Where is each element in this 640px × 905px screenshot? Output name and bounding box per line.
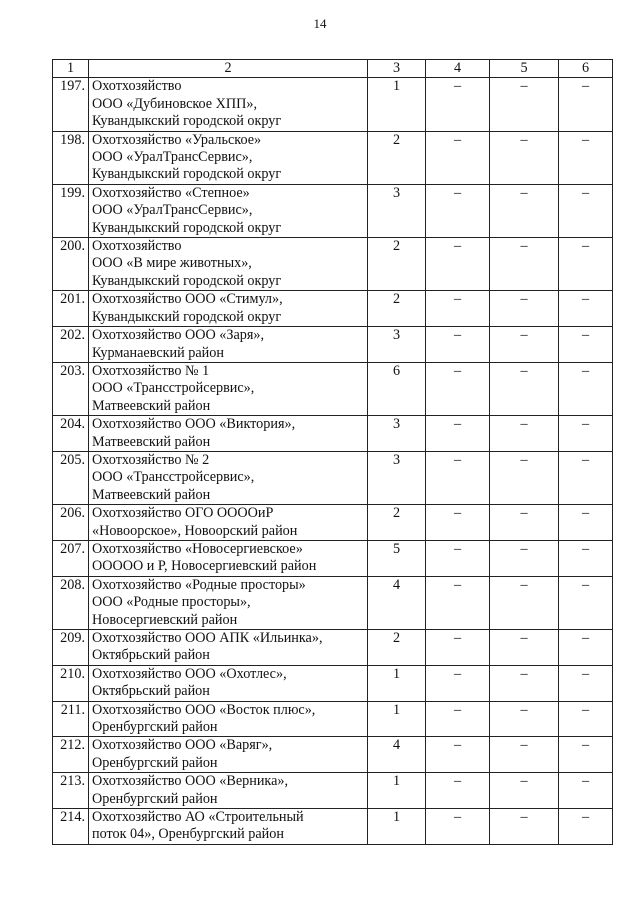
name-line: поток 04», Оренбургский район (92, 826, 284, 843)
empty-value-dash: – (559, 451, 613, 504)
name-line: Кувандыкский городской округ (92, 166, 282, 183)
quota-value: 3 (368, 451, 426, 504)
empty-value-dash: – (559, 701, 613, 737)
hunting-ground-name (89, 630, 368, 666)
name-line: Охотхозяйство ООО «Восток плюс», (92, 701, 316, 718)
quota-value: 2 (368, 505, 426, 541)
name-line: Охотхозяйство ООО «Заря», (92, 327, 265, 344)
name-line: Матвеевский район (92, 486, 211, 503)
hunting-ground-name (89, 238, 368, 291)
page-number: 14 (313, 16, 327, 31)
empty-value-dash: – (490, 184, 559, 237)
quota-value: 2 (368, 630, 426, 666)
name-line: Охотхозяйство ООО «Верника», (92, 773, 289, 790)
name-line: ООО «УралТрансСервис», (92, 149, 253, 166)
name-line: Новосергиевский район (92, 611, 238, 628)
table-row (53, 451, 613, 504)
empty-value-dash: – (426, 576, 490, 629)
empty-value-dash: – (559, 773, 613, 809)
name-line: Кувандыкский городской округ (92, 272, 282, 289)
table-row (53, 576, 613, 629)
empty-value-dash: – (490, 505, 559, 541)
quota-value: 3 (368, 327, 426, 363)
empty-value-dash: – (490, 665, 559, 701)
empty-value-dash: – (559, 131, 613, 184)
column-header: 3 (368, 60, 426, 78)
name-line: Октябрьский район (92, 647, 210, 664)
empty-value-dash: – (490, 701, 559, 737)
table-row (53, 737, 613, 773)
name-line: Оренбургский район (92, 719, 218, 736)
name-line: ООО «Трансстройсервис», (92, 380, 255, 397)
hunting-ground-name (89, 576, 368, 629)
row-number: 206. (53, 505, 89, 541)
empty-value-dash: – (490, 737, 559, 773)
empty-value-dash: – (426, 773, 490, 809)
name-line: ООО «Родные просторы», (92, 594, 251, 611)
table-row (53, 184, 613, 237)
quota-value: 3 (368, 416, 426, 452)
row-number: 211. (53, 701, 89, 737)
column-header: 4 (426, 60, 490, 78)
name-line: Охотхозяйство АО «Строительный (92, 809, 304, 826)
name-line: ООООО и Р, Новосергиевский район (92, 558, 317, 575)
name-line: Охотхозяйство «Степное» (92, 184, 250, 201)
name-line: Октябрьский район (92, 683, 210, 700)
header-row (53, 60, 613, 78)
name-line: Оренбургский район (92, 754, 218, 771)
table-body (53, 78, 613, 844)
name-line: Кувандыкский городской округ (92, 308, 282, 325)
quota-value: 3 (368, 184, 426, 237)
name-line: Оренбургский район (92, 790, 218, 807)
row-number: 207. (53, 540, 89, 576)
empty-value-dash: – (426, 665, 490, 701)
empty-value-dash: – (559, 362, 613, 415)
empty-value-dash: – (490, 291, 559, 327)
row-number: 200. (53, 238, 89, 291)
hunting-ground-name (89, 505, 368, 541)
column-header: 2 (89, 60, 368, 78)
name-line: Курманаевский район (92, 344, 224, 361)
table-row (53, 362, 613, 415)
name-line: Охотхозяйство «Новосергиевское» (92, 540, 303, 557)
empty-value-dash: – (426, 630, 490, 666)
row-number: 214. (53, 809, 89, 845)
name-line: Охотхозяйство ООО «Виктория», (92, 416, 296, 433)
empty-value-dash: – (559, 630, 613, 666)
empty-value-dash: – (426, 238, 490, 291)
quota-value: 2 (368, 291, 426, 327)
name-line: Кувандыкский городской округ (92, 219, 282, 236)
empty-value-dash: – (426, 291, 490, 327)
empty-value-dash: – (426, 701, 490, 737)
empty-value-dash: – (559, 809, 613, 845)
hunting-grounds-table (52, 59, 613, 845)
row-number: 197. (53, 78, 89, 131)
table-row (53, 291, 613, 327)
name-line: ООО «УралТрансСервис», (92, 202, 253, 219)
empty-value-dash: – (559, 291, 613, 327)
empty-value-dash: – (426, 362, 490, 415)
table-row (53, 416, 613, 452)
quota-value: 1 (368, 701, 426, 737)
empty-value-dash: – (559, 416, 613, 452)
table-row (53, 131, 613, 184)
empty-value-dash: – (490, 809, 559, 845)
empty-value-dash: – (426, 131, 490, 184)
empty-value-dash: – (559, 327, 613, 363)
row-number: 198. (53, 131, 89, 184)
name-line: Охотхозяйство (92, 78, 182, 95)
empty-value-dash: – (559, 737, 613, 773)
hunting-ground-name (89, 737, 368, 773)
row-number: 199. (53, 184, 89, 237)
row-number: 209. (53, 630, 89, 666)
empty-value-dash: – (490, 416, 559, 452)
empty-value-dash: – (559, 665, 613, 701)
quota-value: 2 (368, 131, 426, 184)
hunting-ground-name (89, 184, 368, 237)
row-number: 201. (53, 291, 89, 327)
table-row (53, 630, 613, 666)
row-number: 202. (53, 327, 89, 363)
empty-value-dash: – (426, 327, 490, 363)
hunting-ground-name (89, 701, 368, 737)
name-line: Охотхозяйство ООО «Охотлес», (92, 665, 287, 682)
empty-value-dash: – (426, 505, 490, 541)
hunting-ground-name (89, 773, 368, 809)
hunting-ground-name (89, 327, 368, 363)
empty-value-dash: – (426, 540, 490, 576)
row-number: 205. (53, 451, 89, 504)
table-row (53, 238, 613, 291)
name-line: ООО «В мире животных», (92, 255, 252, 272)
column-header: 1 (53, 60, 89, 78)
quota-value: 4 (368, 737, 426, 773)
table-row (53, 773, 613, 809)
row-number: 210. (53, 665, 89, 701)
empty-value-dash: – (426, 737, 490, 773)
name-line: Охотхозяйство «Родные просторы» (92, 576, 306, 593)
name-line: Кувандыкский городской округ (92, 113, 282, 130)
empty-value-dash: – (559, 238, 613, 291)
table-row (53, 78, 613, 131)
empty-value-dash: – (490, 540, 559, 576)
hunting-ground-name (89, 809, 368, 845)
empty-value-dash: – (490, 773, 559, 809)
empty-value-dash: – (426, 416, 490, 452)
empty-value-dash: – (490, 630, 559, 666)
empty-value-dash: – (426, 78, 490, 131)
name-line: Охотхозяйство № 2 (92, 451, 210, 468)
name-line: Матвеевский район (92, 433, 211, 450)
empty-value-dash: – (559, 505, 613, 541)
quota-value: 5 (368, 540, 426, 576)
table-row (53, 809, 613, 845)
hunting-ground-name (89, 291, 368, 327)
empty-value-dash: – (490, 78, 559, 131)
empty-value-dash: – (559, 184, 613, 237)
empty-value-dash: – (559, 576, 613, 629)
empty-value-dash: – (490, 451, 559, 504)
name-line: Матвеевский район (92, 397, 211, 414)
name-line: Охотхозяйство ООО АПК «Ильинка», (92, 630, 323, 646)
empty-value-dash: – (559, 540, 613, 576)
hunting-ground-name (89, 362, 368, 415)
column-header: 5 (490, 60, 559, 78)
table-row (53, 540, 613, 576)
empty-value-dash: – (490, 362, 559, 415)
hunting-ground-name (89, 78, 368, 131)
empty-value-dash: – (426, 451, 490, 504)
table-row (53, 505, 613, 541)
row-number: 208. (53, 576, 89, 629)
quota-value: 2 (368, 238, 426, 291)
name-line: ООО «Дубиновское ХПП», (92, 95, 258, 112)
quota-value: 6 (368, 362, 426, 415)
column-header: 6 (559, 60, 613, 78)
row-number: 204. (53, 416, 89, 452)
quota-value: 1 (368, 665, 426, 701)
name-line: Охотхозяйство ООО «Варяг», (92, 737, 273, 754)
name-line: Охотхозяйство (92, 238, 182, 255)
empty-value-dash: – (559, 78, 613, 131)
name-line: Охотхозяйство ОГО ООООиР (92, 505, 274, 522)
quota-value: 1 (368, 809, 426, 845)
empty-value-dash: – (490, 327, 559, 363)
row-number: 213. (53, 773, 89, 809)
empty-value-dash: – (490, 576, 559, 629)
hunting-ground-name (89, 665, 368, 701)
name-line: Охотхозяйство ООО «Стимул», (92, 291, 283, 308)
row-number: 212. (53, 737, 89, 773)
quota-value: 1 (368, 78, 426, 131)
empty-value-dash: – (426, 184, 490, 237)
name-line: Охотхозяйство № 1 (92, 362, 210, 379)
quota-value: 1 (368, 773, 426, 809)
hunting-ground-name (89, 131, 368, 184)
table-row (53, 701, 613, 737)
hunting-ground-name (89, 540, 368, 576)
hunting-ground-name (89, 451, 368, 504)
name-line: ООО «Трансстройсервис», (92, 469, 255, 486)
quota-value: 4 (368, 576, 426, 629)
table-row (53, 665, 613, 701)
name-line: «Новоорское», Новоорский район (92, 522, 298, 539)
name-line: Охотхозяйство «Уральское» (92, 131, 262, 148)
table-row (53, 327, 613, 363)
empty-value-dash: – (490, 238, 559, 291)
empty-value-dash: – (426, 809, 490, 845)
hunting-ground-name (89, 416, 368, 452)
empty-value-dash: – (490, 131, 559, 184)
row-number: 203. (53, 362, 89, 415)
